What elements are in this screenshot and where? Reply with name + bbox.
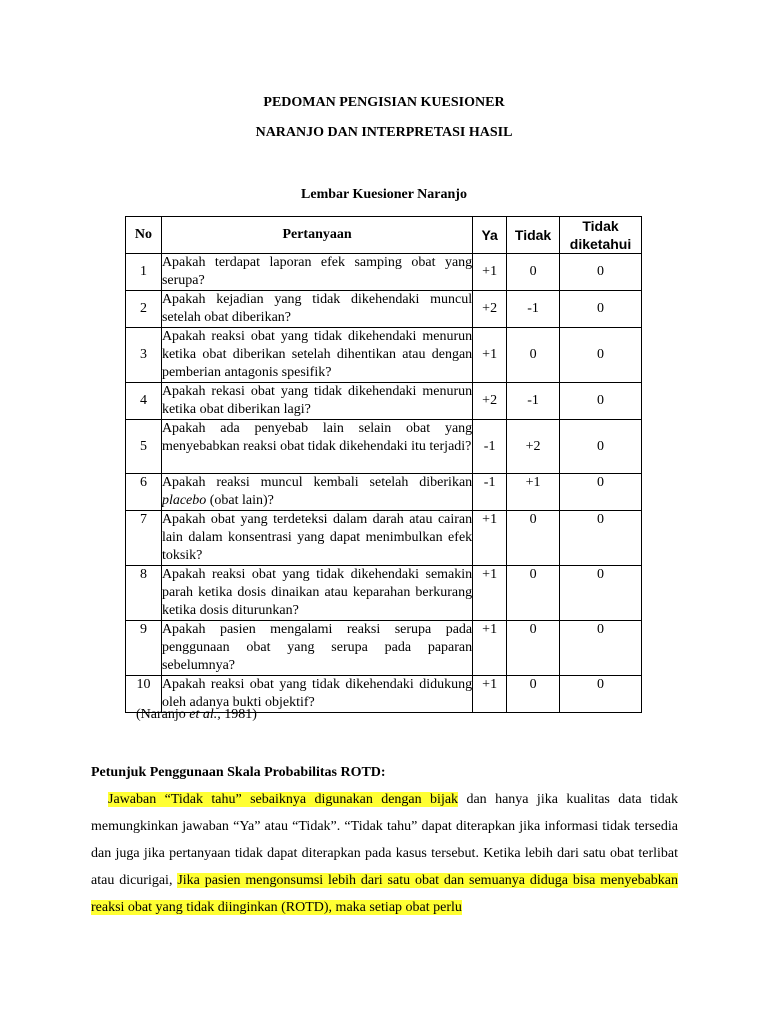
row-tidak: +2 [507,420,560,474]
table-source-citation [136,707,257,723]
row-number: 5 [126,420,162,474]
row-ya: +1 [473,566,507,621]
row-number: 4 [126,383,162,420]
table-row [126,254,642,291]
row-tidak-diketahui: 0 [560,328,642,383]
row-question: Apakah terdapat laporan efek samping obat yang serupa? [161,254,472,291]
header-tidak-diketahui: Tidak diketahui [560,217,642,254]
row-number: 9 [126,621,162,676]
row-tidak: 0 [507,511,560,566]
citation-year: 1981) [220,707,257,722]
table-title: Lembar Kuesioner Naranjo [301,187,467,202]
row-number: 10 [126,676,162,713]
row-ya: -1 [473,474,507,511]
row-tidak-diketahui: 0 [560,676,642,713]
row-question-italic: placebo [161,493,207,508]
row-tidak-diketahui: 0 [560,621,642,676]
row-tidak: 0 [507,566,560,621]
row-question: Apakah obat yang terdeteksi dalam darah atau cairan lain dalam konsentrasi yang dapat menimbulkan efek toksik? [161,511,472,566]
table-row [126,474,642,511]
row-tidak-diketahui: 0 [560,474,642,511]
header-no: No [126,217,162,254]
row-question: Apakah ada penyebab lain selain obat yang menyebabkan reaksi obat tidak dikehendaki itu terjadi? [161,420,472,474]
row-tidak: 0 [507,676,560,713]
row-ya: +1 [473,511,507,566]
row-number: 7 [126,511,162,566]
table-row [126,566,642,621]
table-row [126,291,642,328]
row-tidak-diketahui: 0 [560,566,642,621]
row-tidak-diketahui: 0 [560,420,642,474]
row-tidak: +1 [507,474,560,511]
table-header-row [126,217,642,254]
document-title-line1: PEDOMAN PENGISIAN KUESIONER [263,95,505,110]
row-ya: +1 [473,621,507,676]
row-number: 8 [126,566,162,621]
body-paragraph [91,786,678,921]
row-tidak-diketahui: 0 [560,383,642,420]
row-question: Apakah kejadian yang tidak dikehendaki muncul setelah obat diberikan? [161,291,472,328]
row-number: 1 [126,254,162,291]
row-tidak-diketahui: 0 [560,254,642,291]
table-row [126,328,642,383]
highlighted-text: Jawaban “Tidak tahu” sebaiknya digunakan dengan bijak [108,792,459,807]
table-row [126,383,642,420]
row-question: Apakah reaksi obat yang tidak dikehendaki didukung oleh adanya bukti objektif? [161,676,472,713]
highlighted-text: Jika pasien mengonsumsi lebih dari satu obat dan semuanya diduga bisa menyebabkan reaksi obat yang tidak diinginkan (ROTD), maka setiap obat perlu [91,873,679,915]
header-ya: Ya [473,217,507,254]
row-tidak: 0 [507,621,560,676]
table-row [126,511,642,566]
paragraph-text: dan hanya jika kualitas data tidak memungkinkan jawaban “Ya” atau “Tidak”. “Tidak tahu” dapat diterapkan jika informasi tidak tersedia dan juga jika pertanyaan tidak dapat diterapkan pada kasus tersebut. Ketika lebih dari satu obat terlibat atau dicurigai, [91,792,678,888]
table-row [126,621,642,676]
row-question: Apakah rekasi obat yang tidak dikehendaki menurun ketika obat diberikan lagi? [161,383,472,420]
row-ya: +1 [473,676,507,713]
document-title-line2: NARANJO DAN INTERPRETASI HASIL [255,125,513,140]
citation-et-al: et al., [189,707,221,722]
table-row [126,420,642,474]
row-number: 6 [126,474,162,511]
row-question: Apakah reaksi obat yang tidak dikehendaki semakin parah ketika dosis dinaikan atau keparahan berkurang ketika dosis diturunkan? [161,566,472,621]
row-tidak: 0 [507,254,560,291]
row-tidak-diketahui: 0 [560,291,642,328]
naranjo-table [125,216,642,713]
row-question [161,474,472,511]
header-tidak: Tidak [507,217,560,254]
row-ya: +2 [473,383,507,420]
row-tidak: -1 [507,291,560,328]
row-ya: +1 [473,254,507,291]
row-question: Apakah reaksi obat yang tidak dikehendaki menurun ketika obat diberikan setelah dihentikan atau dengan pemberian antagonis spesifik? [161,328,472,383]
row-question: Apakah pasien mengalami reaksi serupa pada penggunaan obat yang serupa pada paparan sebelumnya? [161,621,472,676]
row-tidak: 0 [507,328,560,383]
row-question-text-end: (obat lain)? [206,493,274,508]
row-number: 2 [126,291,162,328]
section-heading: Petunjuk Penggunaan Skala Probabilitas ROTD: [91,765,386,780]
row-ya: +1 [473,328,507,383]
row-question-text: Apakah reaksi muncul kembali setelah diberikan [161,475,473,490]
row-tidak-diketahui: 0 [560,511,642,566]
row-number: 3 [126,328,162,383]
header-question: Pertanyaan [161,217,472,254]
citation-author: (Naranjo [136,707,190,722]
row-tidak: -1 [507,383,560,420]
row-ya: +2 [473,291,507,328]
row-ya: -1 [473,420,507,474]
